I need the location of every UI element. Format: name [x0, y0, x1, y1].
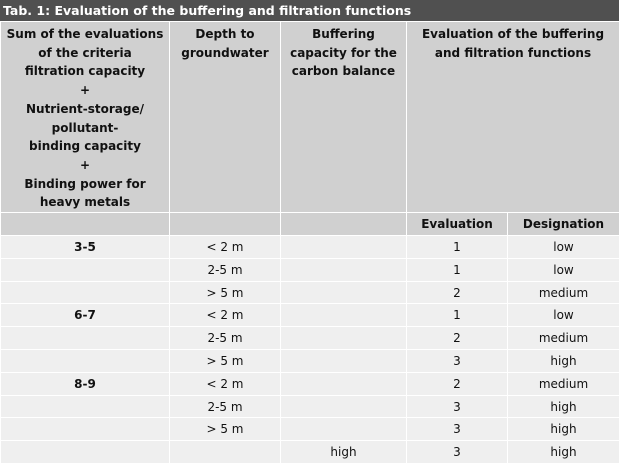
cell-sum — [1, 395, 170, 418]
cell-evaluation: 1 — [407, 236, 508, 259]
empty-cell — [170, 213, 281, 236]
table-row — [1, 350, 619, 373]
subheader-row — [1, 213, 619, 236]
table-row — [1, 258, 619, 281]
header-line: Nutrient-storage/ — [1, 100, 169, 119]
cell-evaluation: 3 — [407, 441, 508, 464]
cell-designation: low — [508, 236, 619, 259]
cell-buffer — [281, 236, 407, 259]
cell-depth: > 5 m — [170, 350, 281, 373]
cell-sum — [1, 327, 170, 350]
cell-designation: low — [508, 304, 619, 327]
cell-sum: 3-5 — [1, 236, 170, 259]
cell-designation: medium — [508, 327, 619, 350]
header-line: groundwater — [170, 44, 280, 63]
cell-buffer — [281, 350, 407, 373]
cell-depth: < 2 m — [170, 304, 281, 327]
cell-designation: medium — [508, 281, 619, 304]
cell-sum — [1, 258, 170, 281]
header-line: + — [1, 156, 169, 175]
cell-depth: 2-5 m — [170, 327, 281, 350]
cell-designation: high — [508, 418, 619, 441]
header-line: carbon balance — [281, 62, 406, 81]
table-title: Tab. 1: Evaluation of the buffering and filtration functions — [0, 0, 619, 21]
header-sum — [1, 22, 170, 213]
cell-designation: medium — [508, 372, 619, 395]
header-line: + — [1, 81, 169, 100]
cell-buffer — [281, 281, 407, 304]
cell-depth: < 2 m — [170, 372, 281, 395]
cell-depth — [170, 441, 281, 464]
header-evaluation: Evaluation — [407, 213, 508, 236]
cell-evaluation: 3 — [407, 418, 508, 441]
cell-sum — [1, 281, 170, 304]
header-line: Buffering — [281, 25, 406, 44]
header-line: heavy metals — [1, 193, 169, 212]
header-line: filtration capacity — [1, 62, 169, 81]
cell-evaluation: 1 — [407, 258, 508, 281]
cell-designation: low — [508, 258, 619, 281]
table-row — [1, 372, 619, 395]
cell-sum — [1, 350, 170, 373]
cell-sum — [1, 441, 170, 464]
header-line: binding capacity — [1, 137, 169, 156]
cell-buffer — [281, 327, 407, 350]
cell-sum: 6-7 — [1, 304, 170, 327]
table-row — [1, 281, 619, 304]
cell-sum: 8-9 — [1, 372, 170, 395]
table-row — [1, 236, 619, 259]
table-row — [1, 327, 619, 350]
cell-buffer — [281, 418, 407, 441]
table-row — [1, 418, 619, 441]
cell-designation: high — [508, 395, 619, 418]
header-line: Evaluation of the buffering — [407, 25, 619, 44]
header-line: Depth to — [170, 25, 280, 44]
table-row — [1, 395, 619, 418]
cell-depth: 2-5 m — [170, 395, 281, 418]
empty-cell — [281, 213, 407, 236]
empty-cell — [1, 213, 170, 236]
header-depth — [170, 22, 281, 213]
cell-evaluation: 1 — [407, 304, 508, 327]
cell-buffer — [281, 395, 407, 418]
header-line: of the criteria — [1, 44, 169, 63]
header-line: Sum of the evaluations — [1, 25, 169, 44]
cell-depth: 2-5 m — [170, 258, 281, 281]
header-line: Binding power for — [1, 175, 169, 194]
cell-buffer — [281, 372, 407, 395]
header-line: capacity for the — [281, 44, 406, 63]
cell-evaluation: 2 — [407, 281, 508, 304]
cell-evaluation: 2 — [407, 327, 508, 350]
cell-buffer — [281, 258, 407, 281]
table-row — [1, 304, 619, 327]
evaluation-table — [0, 21, 619, 464]
cell-depth: > 5 m — [170, 281, 281, 304]
cell-evaluation: 3 — [407, 395, 508, 418]
cell-depth: < 2 m — [170, 236, 281, 259]
table-row — [1, 441, 619, 464]
header-line: and filtration functions — [407, 44, 619, 63]
cell-depth: > 5 m — [170, 418, 281, 441]
header-buffering — [281, 22, 407, 213]
cell-buffer — [281, 304, 407, 327]
cell-designation: high — [508, 441, 619, 464]
cell-sum — [1, 418, 170, 441]
header-row — [1, 22, 619, 213]
cell-buffer: high — [281, 441, 407, 464]
cell-evaluation: 2 — [407, 372, 508, 395]
header-line: pollutant- — [1, 119, 169, 138]
header-evaluation-group — [407, 22, 619, 213]
cell-evaluation: 3 — [407, 350, 508, 373]
cell-designation: high — [508, 350, 619, 373]
header-designation: Designation — [508, 213, 619, 236]
